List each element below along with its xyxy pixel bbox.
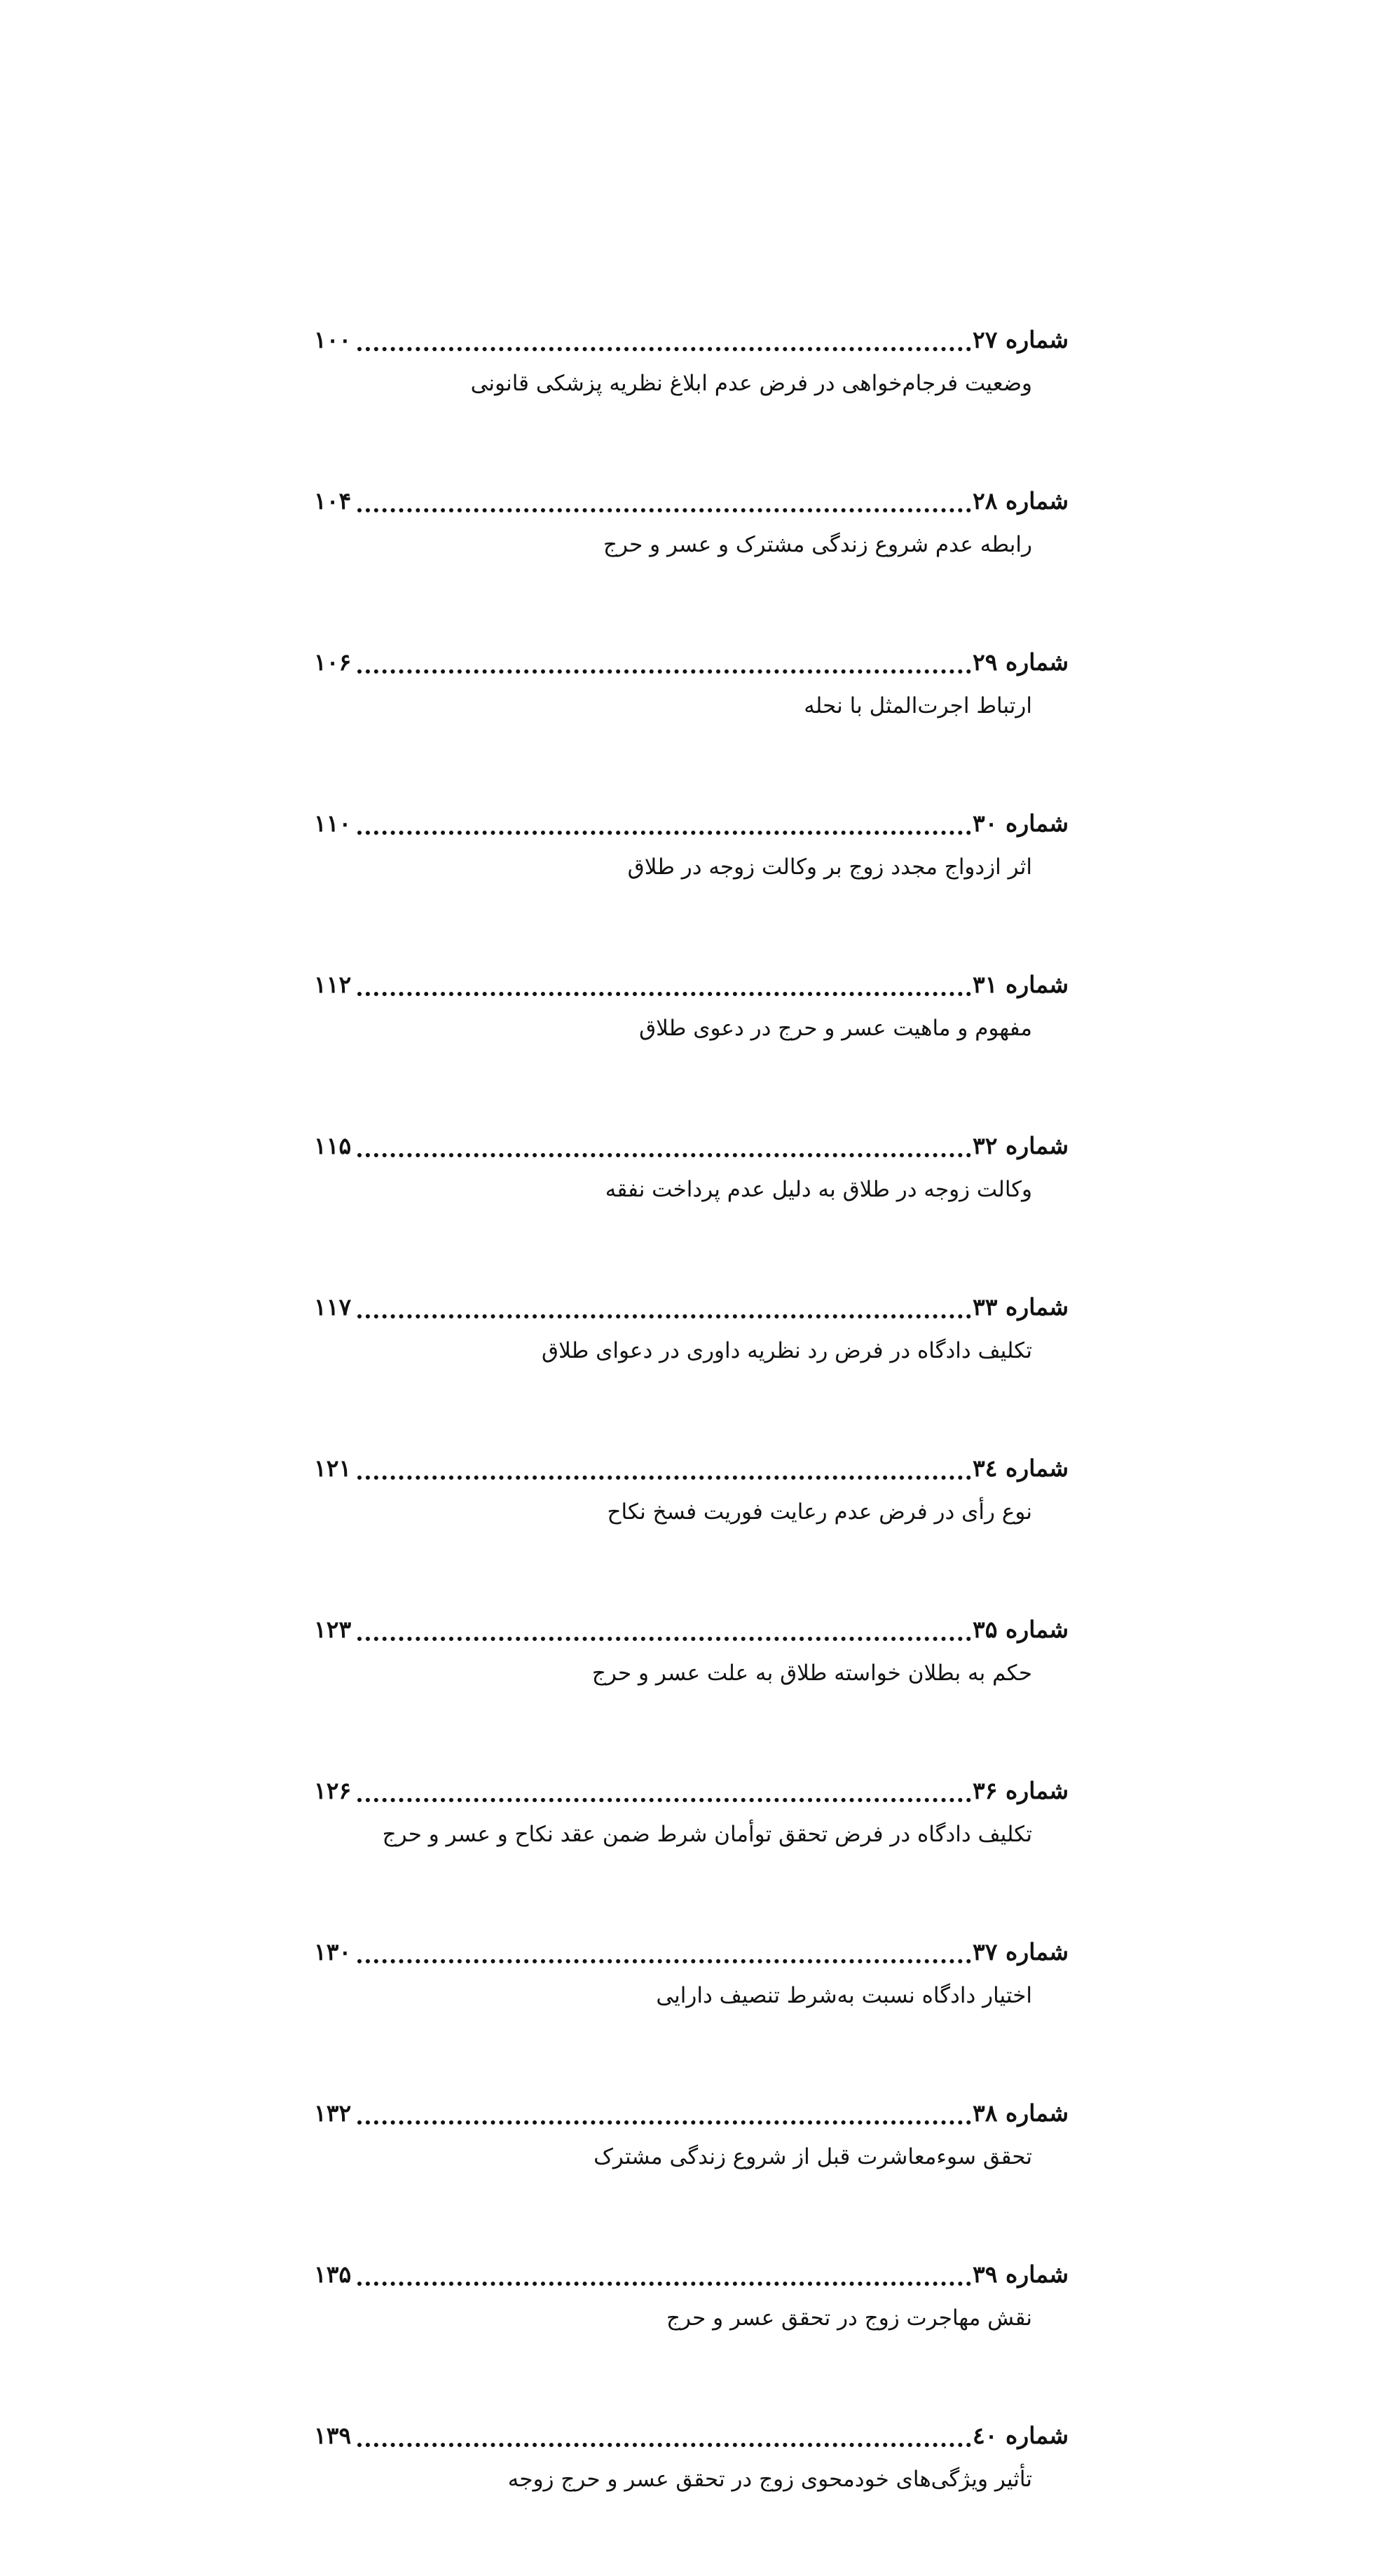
toc-entry-heading[interactable] <box>314 2254 1069 2296</box>
toc-entry <box>314 1125 1069 1286</box>
dot-leader <box>357 1314 971 1318</box>
toc-entry <box>314 803 1069 964</box>
toc-entry-page-number: ۱۱۲ <box>314 971 352 998</box>
toc-entry <box>314 1447 1069 1609</box>
toc-entry-subtitle: وضعیت فرجام‌خواهی در فرض عدم ابلاغ نظریه پزشکی قانونی <box>470 371 1032 396</box>
toc-entry-title: شماره ۳۲ <box>973 1132 1069 1159</box>
dot-leader <box>357 1798 971 1802</box>
toc-entry <box>314 1286 1069 1447</box>
toc-entry-subtitle: اثر ازدواج مجدد زوج بر وکالت زوجه در طلاق <box>627 854 1032 880</box>
toc-entry-subtitle: حکم به بطلان خواسته طلاق به علت عسر و حرج <box>591 1661 1032 1686</box>
dot-leader <box>357 508 971 512</box>
toc-entry-heading[interactable] <box>314 480 1069 522</box>
dot-leader <box>357 347 971 351</box>
dot-leader <box>357 1959 971 1963</box>
dot-leader <box>357 2443 971 2447</box>
toc-entry-title: شماره ۳۰ <box>973 810 1069 837</box>
dot-leader <box>357 2120 971 2125</box>
toc-entry <box>314 480 1069 641</box>
toc-entry-subtitle: نوع رأی در فرض عدم رعایت فوریت فسخ نکاح <box>607 1499 1032 1525</box>
dot-leader <box>357 1476 971 1480</box>
toc-entry <box>314 319 1069 480</box>
toc-entry-title: شماره ۲۷ <box>973 326 1069 353</box>
toc-entry-heading[interactable] <box>314 641 1069 683</box>
toc-entry-subtitle: تأثیر ویژگی‌های خودمحوی زوج در تحقق عسر و حرج زوجه <box>507 2467 1032 2492</box>
toc-entry-title: شماره ۳۷ <box>973 1938 1069 1965</box>
toc-entry-title: شماره ۳۵ <box>973 1616 1069 1643</box>
toc-entry-heading[interactable] <box>314 1286 1069 1328</box>
toc-entry-subtitle: نقش مهاجرت زوج در تحقق عسر و حرج <box>666 2305 1032 2331</box>
toc-entry-heading[interactable] <box>314 319 1069 361</box>
dot-leader <box>357 831 971 835</box>
toc-entry-subtitle: اختیار دادگاه نسبت به‌شرط تنصیف دارایی <box>656 1983 1032 2008</box>
dot-leader <box>357 1153 971 1157</box>
toc-entry <box>314 2254 1069 2415</box>
toc-entry-heading[interactable] <box>314 2415 1069 2457</box>
toc-entry-title: شماره ۳۹ <box>973 2261 1069 2288</box>
toc-entry-page-number: ۱۳۰ <box>314 1938 352 1965</box>
toc-entry <box>314 964 1069 1125</box>
toc-entry-title: شماره ۳٤ <box>973 1454 1069 1482</box>
toc-entry-heading[interactable] <box>314 1609 1069 1651</box>
toc-entry-heading[interactable] <box>314 1447 1069 1490</box>
toc-entry-page-number: ۱۱۵ <box>314 1132 352 1159</box>
toc-entry-heading[interactable] <box>314 1125 1069 1167</box>
toc-entry-page-number: ۱۱۰ <box>314 810 352 837</box>
toc-entry-heading[interactable] <box>314 1931 1069 1973</box>
toc-entry-title: شماره ۲۹ <box>973 648 1069 676</box>
toc-entry-title: شماره ۳۳ <box>973 1293 1069 1321</box>
toc-entry <box>314 2415 1069 2576</box>
toc-entry-title: شماره ٤۰ <box>973 2422 1069 2449</box>
toc-entry-page-number: ۱۲۳ <box>314 1616 352 1643</box>
toc-entry-page-number: ۱۰۰ <box>314 326 352 353</box>
toc-entry <box>314 1931 1069 2092</box>
toc-entry <box>314 641 1069 803</box>
table-of-contents <box>314 319 1069 2576</box>
toc-entry-subtitle: ارتباط اجرت‌المثل با نحله <box>804 693 1032 718</box>
toc-entry <box>314 2092 1069 2254</box>
toc-entry-page-number: ۱۳۵ <box>314 2261 352 2288</box>
toc-entry-page-number: ۱۰۶ <box>314 648 352 676</box>
toc-entry-subtitle: مفهوم و ماهیت عسر و حرج در دعوی طلاق <box>639 1016 1032 1041</box>
dot-leader <box>357 992 971 996</box>
toc-entry-heading[interactable] <box>314 803 1069 845</box>
toc-entry-subtitle: تکلیف دادگاه در فرض تحقق توأمان شرط ضمن عقد نکاح و عسر و حرج <box>382 1822 1032 1847</box>
toc-entry-page-number: ۱۰۴ <box>314 487 352 514</box>
toc-entry-title: شماره ۲۸ <box>973 487 1069 514</box>
toc-entry-subtitle: رابطه عدم شروع زندگی مشترک و عسر و حرج <box>603 532 1032 557</box>
toc-entry-title: شماره ۳۶ <box>973 1777 1069 1804</box>
toc-entry-page-number: ۱۳۹ <box>314 2422 352 2449</box>
toc-entry-subtitle: تحقق سوءمعاشرت قبل از شروع زندگی مشترک <box>593 2144 1032 2169</box>
toc-entry-heading[interactable] <box>314 2092 1069 2134</box>
dot-leader <box>357 2282 971 2286</box>
dot-leader <box>357 669 971 674</box>
toc-entry-title: شماره ۳۸ <box>973 2099 1069 2127</box>
toc-entry-page-number: ۱۱۷ <box>314 1293 352 1321</box>
toc-entry-subtitle: تکلیف دادگاه در فرض رد نظریه داوری در دعوای طلاق <box>542 1338 1032 1363</box>
toc-entry-heading[interactable] <box>314 1770 1069 1812</box>
toc-entry-page-number: ۱۲۶ <box>314 1777 352 1804</box>
toc-entry-subtitle: وکالت زوجه در طلاق به دلیل عدم پرداخت نفقه <box>605 1177 1032 1202</box>
toc-entry-page-number: ۱۳۲ <box>314 2099 352 2127</box>
toc-entry-title: شماره ۳۱ <box>973 971 1069 998</box>
toc-entry-page-number: ۱۲۱ <box>314 1454 352 1482</box>
toc-entry-heading[interactable] <box>314 964 1069 1006</box>
toc-entry <box>314 1609 1069 1770</box>
dot-leader <box>357 1637 971 1641</box>
